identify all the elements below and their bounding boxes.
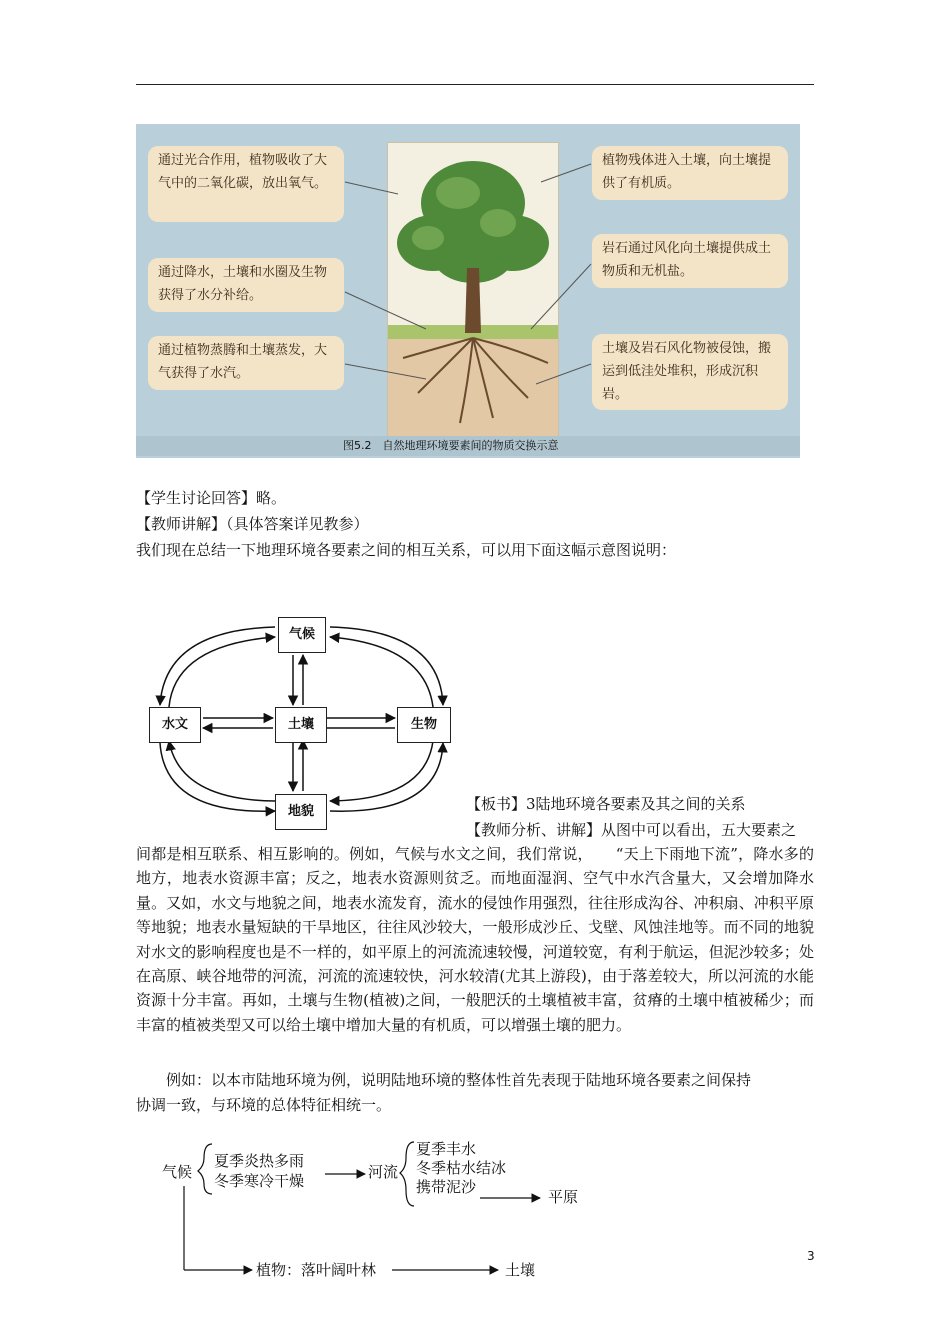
flow-winter: 冬季寒冷干燥 [214, 1172, 305, 1190]
callout-evaporation: 通过植物蒸腾和土壤蒸发，大气获得了水汽。 [148, 336, 344, 390]
node-soil: 土壤 [275, 707, 327, 743]
flow-plain: 平原 [548, 1188, 579, 1206]
callout-residue: 植物残体进入土壤，向土壤提供了有机质。 [592, 146, 788, 200]
callout-photosynthesis: 通过光合作用，植物吸收了大气中的二氧化碳，放出氧气。 [148, 146, 344, 222]
callout-precipitation: 通过降水，土壤和水圈及生物获得了水分补给。 [148, 258, 344, 312]
callout-erosion: 土壤及岩石风化物被侵蚀，搬运到低洼处堆积，形成沉积岩。 [592, 334, 788, 410]
flow-river-1: 夏季丰水 [416, 1140, 477, 1158]
summary-line: 我们现在总结一下地理环境各要素之间的相互关系，可以用下面这幅示意图说明： [136, 541, 677, 559]
flow-river: 河流 [368, 1163, 399, 1181]
student-answer: 【学生讨论回答】略。 [136, 489, 287, 507]
flow-climate: 气候 [162, 1163, 193, 1181]
example-line-1: 例如：以本市陆地环境为例，说明陆地环境的整体性首先表现于陆地环境各要素之间保持 [166, 1071, 752, 1089]
analysis-heading: 【教师分析、讲解】从图中可以看出，五大要素之 [466, 821, 797, 839]
flow-river-2: 冬季枯水结冰 [416, 1159, 507, 1177]
exchange-figure [136, 124, 800, 458]
figure-caption-text: 图5.2 自然地理环境要素间的物质交换示意 [343, 439, 559, 452]
analysis-paragraph: 间都是相互联系、相互影响的。例如，气候与水文之间，我们常说， “天上下雨地下流”，降水多的地方，地表水资源丰富；反之，地表水资源则贫乏。而地面湿润、空气中水汽含量大，又会增加降水量。又如，水文与地貌之间，地表水流发育，流水的侵蚀作用强烈，往往形成沟谷、冲积扇、冲积平原等地貌；地表水量短缺的干旱地区，往往风沙较大，一般形成沙丘、戈壁、风蚀洼地等。而不同的地貌对水文的影响程度也是不一样的，如平原上的河流流速较慢，河道较宽，有利于航运，但泥沙较多；处在高原、峡谷地带的河流，河流的流速较快，河水较清(尤其上游段)，由于落差较大，所以河流的水能资源十分丰富。再如，土壤与生物(植被)之间，一般肥沃的土壤植被丰富，贫瘠的土壤中植被稀少；而丰富的植被类型又可以给土壤中增加大量的有机质，可以增强土壤的肥力。 [136, 845, 814, 1034]
flow-plant: 植物：落叶阔叶林 [256, 1261, 377, 1279]
callout-weathering: 岩石通过风化向土壤提供成土物质和无机盐。 [592, 234, 788, 288]
node-landform: 地貌 [275, 794, 327, 830]
page-number: 3 [807, 1249, 815, 1263]
flow-soil: 土壤 [505, 1261, 536, 1279]
example-line-2: 协调一致，与环境的总体特征相统一。 [136, 1096, 392, 1114]
node-biology: 生物 [397, 707, 451, 743]
flow-summer: 夏季炎热多雨 [214, 1152, 305, 1170]
header-rule [136, 84, 814, 85]
teacher-explain: 【教师讲解】（具体答案详见教参） [136, 515, 369, 533]
flow-river-3: 携带泥沙 [416, 1178, 477, 1196]
node-hydrology: 水文 [149, 707, 201, 743]
figure-caption [136, 436, 800, 456]
node-climate: 气候 [278, 617, 326, 653]
board-heading: 【板书】3陆地环境各要素及其之间的关系 [466, 795, 746, 813]
